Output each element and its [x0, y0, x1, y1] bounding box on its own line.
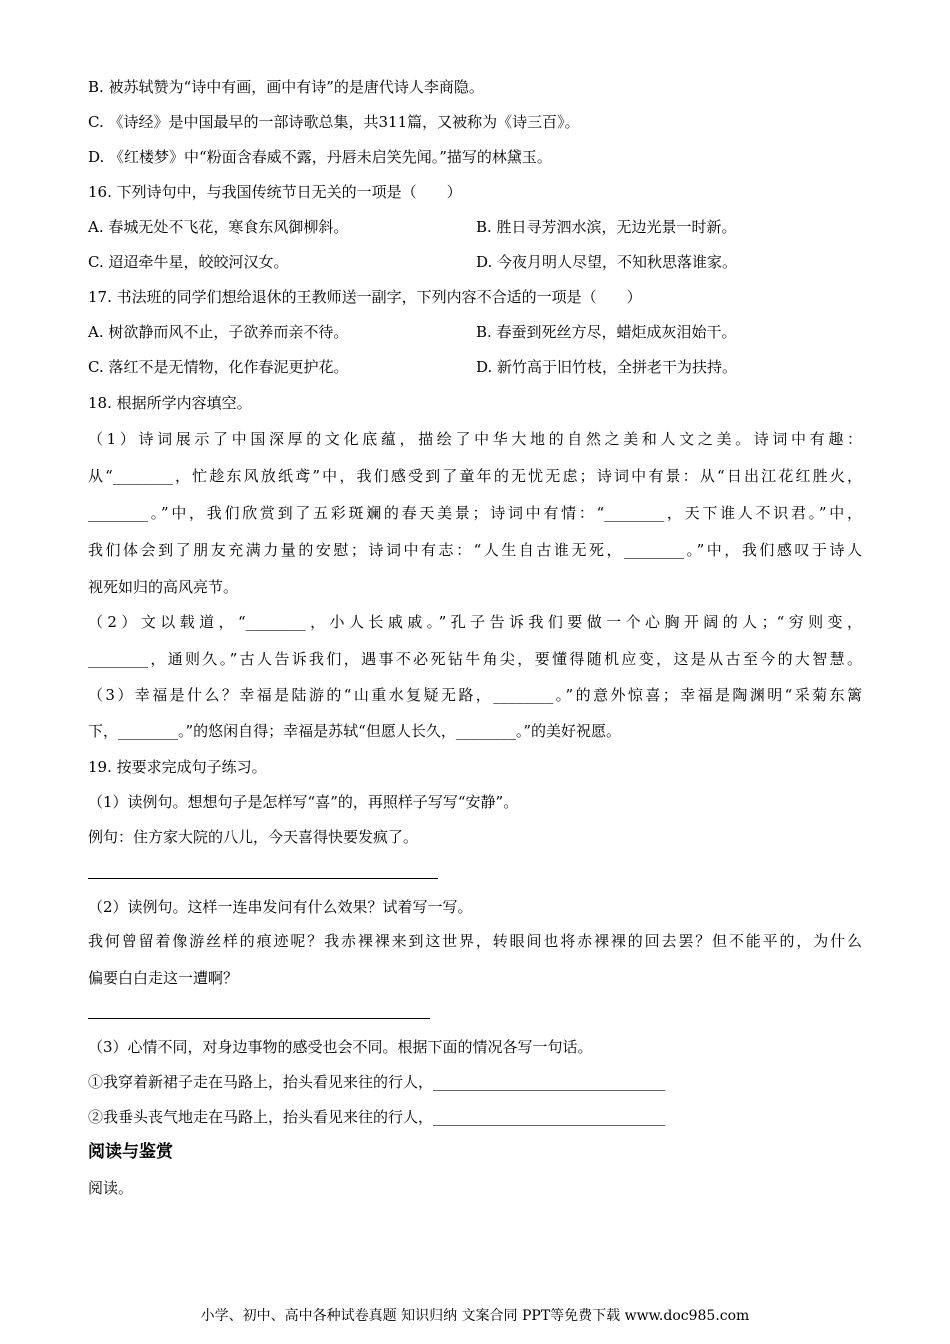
q18-part1-line2: 从“________，忙趁东风放纸鸢”中，我们感受到了童年的无忧无虑；诗词中有景：从“日出江花红胜火， [88, 467, 862, 485]
q19-part3: （3）心情不同，对身边事物的感受也会不同。根据下面的情况各写一句话。 [88, 1038, 593, 1056]
question-17: 17. 书法班的同学们想给退休的王教师送一副字，下列内容不合适的一项是（ ） [88, 288, 642, 306]
q19-part2-example-line2: 偏要白白走这一遭啊？ [88, 969, 239, 987]
question-18: 18. 根据所学内容填空。 [88, 394, 252, 412]
q19-part2-example-line1: 我何曾留着像游丝样的痕迹呢？我赤裸裸来到这世界，转眼间也将赤裸裸的回去罢？但不能平的，为什么 [88, 932, 862, 950]
option-d: D. 《红楼梦》中“粉面含春威不露，丹唇未启笑先闻。”描写的林黛玉。 [88, 148, 552, 166]
q17-option-a: A. 树欲静而风不止，子欲养而亲不待。 [88, 323, 349, 341]
q17-option-b: B. 春蚕到死丝方尽，蜡炬成灰泪始干。 [476, 323, 737, 341]
q16-option-d: D. 今夜月明人尽望，不知秋思落谁家。 [476, 253, 738, 271]
q16-option-c: C. 迢迢牵牛星，皎皎河汉女。 [88, 253, 289, 271]
answer-line-1[interactable] [88, 878, 438, 879]
q19-part3-item-b: ②我垂头丧气地走在马路上，抬头看见来往的行人，_______________________________ [88, 1108, 666, 1126]
q19-part1: （1）读例句。想想句子是怎样写“喜”的，再照样子写写“安静”。 [88, 793, 519, 811]
q18-part1-line3: ________。”中，我们欣赏到了五彩斑斓的春天美景；诗词中有情：“________，天下谁人不识君。”中， [88, 504, 862, 522]
q18-part1-line5: 视死如归的高风亮节。 [88, 578, 239, 596]
q17-option-c: C. 落红不是无情物，化作春泥更护花。 [88, 358, 349, 376]
answer-line-2[interactable] [88, 1018, 430, 1019]
q18-part1-line4: 我们体会到了朋友充满力量的安慰；诗词中有志：“人生自古谁无死，________。”中，我们感叹于诗人 [88, 541, 862, 559]
option-c: C. 《诗经》是中国最早的一部诗歌总集，共311篇，又被称为《诗三百》。 [88, 113, 580, 131]
question-19: 19. 按要求完成句子练习。 [88, 758, 267, 776]
question-16: 16. 下列诗句中，与我国传统节日无关的一项是（ ） [88, 183, 462, 201]
q16-option-a: A. 春城无处不飞花，寒食东风御柳斜。 [88, 218, 349, 236]
q19-part2: （2）读例句。这样一连串发问有什么效果？试着写一写。 [88, 898, 473, 916]
q18-part2-line1: （2）文以载道，“________，小人长戚戚。”孔子告诉我们要做一个心胸开阔的人；“穷则变， [88, 613, 862, 631]
q18-part2-line2: ________，通则久。”古人告诉我们，遇事不必死钻牛角尖，要懂得随机应变，这是从古至今的大智慧。 [88, 650, 862, 668]
q17-option-d: D. 新竹高于旧竹枝，全拼老干为扶持。 [476, 358, 738, 376]
read-instruction: 阅读。 [88, 1179, 134, 1197]
q18-part1-line1: （1）诗词展示了中国深厚的文化底蕴，描绘了中华大地的自然之美和人文之美。诗词中有趣： [88, 430, 862, 448]
q18-part3-line1: （3）幸福是什么？幸福是陆游的“山重水复疑无路，________。”的意外惊喜；幸福是陶渊明“采菊东篱 [88, 686, 862, 704]
q19-part3-item-a: ①我穿着新裙子走在马路上，抬头看见来往的行人，_______________________________ [88, 1073, 666, 1091]
section-title: 阅读与鉴赏 [88, 1142, 173, 1162]
option-b: B. 被苏轼赞为“诗中有画，画中有诗”的是唐代诗人李商隐。 [88, 78, 484, 96]
q18-part3-line2: 下，________。”的悠闲自得；幸福是苏轼“但愿人长久，________。”的美好祝愿。 [88, 722, 622, 740]
q16-option-b: B. 胜日寻芳泗水滨，无边光景一时新。 [476, 218, 737, 236]
q19-part1-example: 例句：住方家大院的八儿，今天喜得快要发疯了。 [88, 828, 419, 846]
page-footer: 小学、初中、高中各种试卷真题 知识归纳 文案合同 PPT等免费下载 www.doc985.com [200, 1308, 750, 1324]
